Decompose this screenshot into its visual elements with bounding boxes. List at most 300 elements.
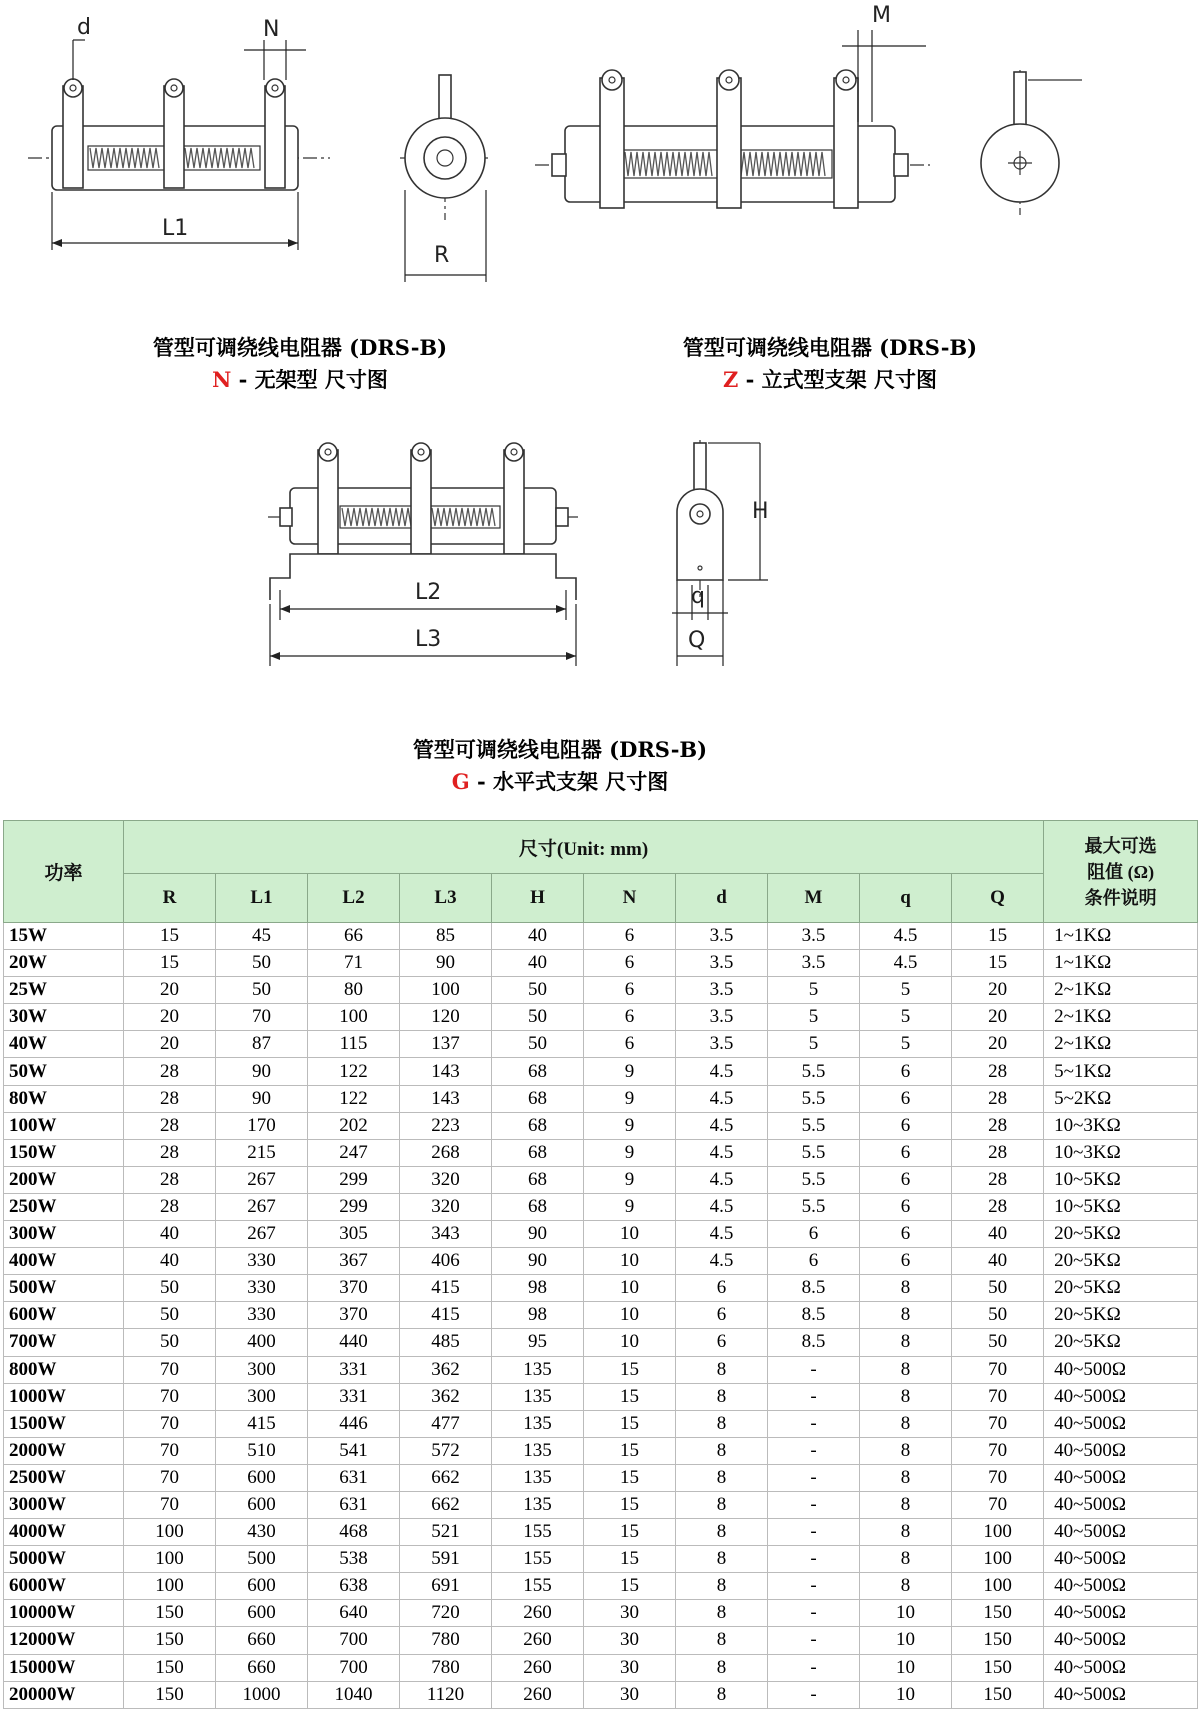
dimension-cell: 5	[768, 977, 860, 1004]
dimension-cell: 100	[952, 1573, 1044, 1600]
dimension-cell: 8	[676, 1681, 768, 1708]
table-row	[4, 1491, 1198, 1518]
dimension-cell: 8	[676, 1410, 768, 1437]
dimension-cell: 137	[400, 1031, 492, 1058]
dimension-cell: 50	[216, 950, 308, 977]
dimension-cell: 9	[584, 1139, 676, 1166]
power-cell: 700W	[4, 1329, 124, 1356]
column-header: q	[860, 874, 952, 923]
dimension-cell: 8	[676, 1519, 768, 1546]
dimension-cell: 8	[860, 1491, 952, 1518]
dimension-cell: 100	[308, 1004, 400, 1031]
dimension-cell: 638	[308, 1573, 400, 1600]
label-n: N	[263, 17, 280, 42]
dimension-cell: 6	[860, 1248, 952, 1275]
dimension-cell: 5.5	[768, 1193, 860, 1220]
dimension-cell: 4.5	[676, 1221, 768, 1248]
resistance-cell: 40~500Ω	[1044, 1491, 1198, 1518]
resistance-cell: 20~5KΩ	[1044, 1275, 1198, 1302]
table-row	[4, 1031, 1198, 1058]
power-cell: 1500W	[4, 1410, 124, 1437]
dimension-cell: 70	[952, 1464, 1044, 1491]
dimension-cell: 320	[400, 1193, 492, 1220]
table-row	[4, 1248, 1198, 1275]
resistance-cell: 40~500Ω	[1044, 1437, 1198, 1464]
power-cell: 20000W	[4, 1681, 124, 1708]
resistance-cell: 40~500Ω	[1044, 1681, 1198, 1708]
table-row	[4, 1627, 1198, 1654]
dimension-cell: 415	[400, 1302, 492, 1329]
dimension-cell: 70	[124, 1410, 216, 1437]
dimension-cell: 100	[952, 1546, 1044, 1573]
dimension-cell: 477	[400, 1410, 492, 1437]
dimension-drawings	[0, 0, 1200, 800]
dimension-cell: 150	[952, 1600, 1044, 1627]
dimension-cell: 267	[216, 1193, 308, 1220]
dimension-cell: 8	[860, 1302, 952, 1329]
dimension-cell: 120	[400, 1004, 492, 1031]
dimension-cell: 70	[124, 1356, 216, 1383]
dimension-cell: 8	[860, 1356, 952, 1383]
dimension-cell: 6	[584, 950, 676, 977]
column-header: R	[124, 874, 216, 923]
dimension-cell: 30	[584, 1681, 676, 1708]
dimension-cell: 50	[952, 1329, 1044, 1356]
dimension-cell: 720	[400, 1600, 492, 1627]
dimension-cell: 415	[216, 1410, 308, 1437]
resistance-cell: 10~3KΩ	[1044, 1112, 1198, 1139]
dimension-cell: 8	[676, 1491, 768, 1518]
dimension-cell: 6	[860, 1166, 952, 1193]
dimension-cell: 5	[860, 977, 952, 1004]
dimension-cell: 28	[124, 1112, 216, 1139]
dimension-cell: 9	[584, 1058, 676, 1085]
dimension-cell: 8.5	[768, 1302, 860, 1329]
dimension-cell: 430	[216, 1519, 308, 1546]
spec-table-header	[4, 821, 1198, 923]
dimension-cell: 6	[860, 1058, 952, 1085]
dimension-cell: 15	[124, 950, 216, 977]
dimension-cell: 155	[492, 1546, 584, 1573]
dimension-cell: 70	[952, 1356, 1044, 1383]
header-dimensions: 尺寸(Unit: mm)	[124, 821, 1044, 874]
dimension-cell: 510	[216, 1437, 308, 1464]
dimension-cell: 15	[584, 1464, 676, 1491]
table-row	[4, 1573, 1198, 1600]
power-cell: 200W	[4, 1166, 124, 1193]
dimension-cell: 28	[124, 1085, 216, 1112]
dimension-cell: 20	[124, 1031, 216, 1058]
dimension-cell: 247	[308, 1139, 400, 1166]
table-row	[4, 1058, 1198, 1085]
dimension-cell: 28	[952, 1058, 1044, 1085]
dimension-cell: 15	[584, 1491, 676, 1518]
dimension-cell: 5.5	[768, 1058, 860, 1085]
dimension-cell: 50	[124, 1329, 216, 1356]
dimension-cell: 267	[216, 1221, 308, 1248]
label-m: M	[872, 3, 891, 28]
power-cell: 25W	[4, 977, 124, 1004]
dimension-cell: 8	[676, 1600, 768, 1627]
column-header: L3	[400, 874, 492, 923]
dimension-cell: 8.5	[768, 1275, 860, 1302]
caption-n-code: N	[212, 367, 232, 392]
dimension-cell: 28	[124, 1193, 216, 1220]
dimension-cell: 8	[860, 1437, 952, 1464]
dimension-cell: 572	[400, 1437, 492, 1464]
label-d: d	[77, 15, 91, 40]
column-header: L2	[308, 874, 400, 923]
dimension-cell: 320	[400, 1166, 492, 1193]
table-row	[4, 1654, 1198, 1681]
resistance-cell: 20~5KΩ	[1044, 1329, 1198, 1356]
dimension-cell: 135	[492, 1383, 584, 1410]
dimension-cell: 8	[676, 1573, 768, 1600]
dimension-cell: 28	[952, 1112, 1044, 1139]
resistance-cell: 2~1KΩ	[1044, 977, 1198, 1004]
column-header: M	[768, 874, 860, 923]
dimension-cell: 28	[952, 1139, 1044, 1166]
power-cell: 800W	[4, 1356, 124, 1383]
power-cell: 6000W	[4, 1573, 124, 1600]
dimension-cell: 440	[308, 1329, 400, 1356]
resistance-cell: 20~5KΩ	[1044, 1302, 1198, 1329]
resistance-cell: 40~500Ω	[1044, 1356, 1198, 1383]
dimension-cell: 215	[216, 1139, 308, 1166]
dimension-cell: 5.5	[768, 1139, 860, 1166]
dimension-cell: 9	[584, 1193, 676, 1220]
dimension-cell: 299	[308, 1193, 400, 1220]
dimension-cell: 100	[124, 1546, 216, 1573]
power-cell: 30W	[4, 1004, 124, 1031]
dimension-cell: 122	[308, 1058, 400, 1085]
dimension-cell: 68	[492, 1112, 584, 1139]
power-cell: 15000W	[4, 1654, 124, 1681]
table-row	[4, 1112, 1198, 1139]
dimension-cell: 122	[308, 1085, 400, 1112]
dimension-cell: 8	[860, 1573, 952, 1600]
dimension-cell: 591	[400, 1546, 492, 1573]
dimension-cell: 8	[860, 1383, 952, 1410]
dimension-cell: 95	[492, 1329, 584, 1356]
dimension-cell: 20	[952, 1004, 1044, 1031]
dimension-cell: 70	[124, 1464, 216, 1491]
dimension-cell: -	[768, 1627, 860, 1654]
dimension-cell: 30	[584, 1600, 676, 1627]
dimension-cell: 6	[584, 1031, 676, 1058]
dimension-cell: 4.5	[676, 1139, 768, 1166]
dimension-cell: 150	[952, 1654, 1044, 1681]
dimension-cell: 68	[492, 1139, 584, 1166]
label-l1: L1	[162, 216, 189, 241]
dimension-cell: 68	[492, 1166, 584, 1193]
caption-g-title: 管型可调绕线电阻器 (DRS-B)	[412, 737, 708, 762]
label-l3: L3	[415, 627, 442, 652]
label-l2: L2	[415, 580, 442, 605]
dimension-cell: 415	[400, 1275, 492, 1302]
dimension-cell: 4.5	[676, 1166, 768, 1193]
caption-z-code: Z	[723, 367, 739, 392]
dimension-cell: 50	[216, 977, 308, 1004]
dimension-cell: 400	[216, 1329, 308, 1356]
column-header: d	[676, 874, 768, 923]
dimension-cell: 15	[584, 1573, 676, 1600]
dimension-cell: 8	[860, 1519, 952, 1546]
dimension-cell: 155	[492, 1573, 584, 1600]
dimension-cell: 8.5	[768, 1329, 860, 1356]
dimension-cell: 6	[860, 1085, 952, 1112]
resistance-cell: 10~5KΩ	[1044, 1166, 1198, 1193]
dimension-cell: 600	[216, 1464, 308, 1491]
resistance-cell: 20~5KΩ	[1044, 1221, 1198, 1248]
dimension-cell: 155	[492, 1519, 584, 1546]
dimension-cell: 343	[400, 1221, 492, 1248]
dimension-cell: 68	[492, 1193, 584, 1220]
dimension-cell: 299	[308, 1166, 400, 1193]
fig-n-end-view	[400, 75, 492, 282]
dimension-cell: 20	[952, 1031, 1044, 1058]
dimension-cell: -	[768, 1437, 860, 1464]
power-cell: 400W	[4, 1248, 124, 1275]
table-row	[4, 950, 1198, 977]
dimension-cell: 170	[216, 1112, 308, 1139]
dimension-cell: 541	[308, 1437, 400, 1464]
power-cell: 150W	[4, 1139, 124, 1166]
dimension-cell: 5.5	[768, 1112, 860, 1139]
dimension-cell: 330	[216, 1248, 308, 1275]
table-row	[4, 1600, 1198, 1627]
dimension-cell: 28	[952, 1085, 1044, 1112]
power-cell: 40W	[4, 1031, 124, 1058]
dimension-cell: 8	[676, 1464, 768, 1491]
power-cell: 50W	[4, 1058, 124, 1085]
dimension-cell: 662	[400, 1491, 492, 1518]
dimension-cell: 115	[308, 1031, 400, 1058]
dimension-cell: 362	[400, 1356, 492, 1383]
dimension-cell: 30	[584, 1654, 676, 1681]
caption-n	[60, 332, 540, 396]
dimension-cell: 15	[584, 1437, 676, 1464]
dimension-cell: -	[768, 1546, 860, 1573]
dimension-cell: 6	[676, 1302, 768, 1329]
caption-z	[590, 332, 1070, 396]
spec-table	[3, 820, 1198, 1709]
dimension-cell: 202	[308, 1112, 400, 1139]
dimension-cell: 5	[768, 1004, 860, 1031]
table-row	[4, 1383, 1198, 1410]
power-cell: 80W	[4, 1085, 124, 1112]
dimension-cell: 662	[400, 1464, 492, 1491]
dimension-cell: 135	[492, 1437, 584, 1464]
resistance-cell: 40~500Ω	[1044, 1546, 1198, 1573]
caption-g-code: G	[451, 769, 470, 794]
label-r: R	[434, 243, 450, 268]
power-cell: 5000W	[4, 1546, 124, 1573]
resistance-cell: 2~1KΩ	[1044, 1004, 1198, 1031]
resistance-cell: 40~500Ω	[1044, 1464, 1198, 1491]
table-row	[4, 1193, 1198, 1220]
label-h: H	[752, 499, 769, 524]
dimension-cell: 50	[952, 1275, 1044, 1302]
dimension-cell: 3.5	[676, 1031, 768, 1058]
dimension-cell: 6	[584, 1004, 676, 1031]
table-row	[4, 1681, 1198, 1708]
fig-n-side-view	[28, 15, 330, 250]
dimension-cell: 370	[308, 1275, 400, 1302]
dimension-cell: 20	[124, 1004, 216, 1031]
resistance-cell: 1~1KΩ	[1044, 950, 1198, 977]
caption-g-desc: - 水平式支架 尺寸图	[476, 769, 669, 794]
power-cell: 2000W	[4, 1437, 124, 1464]
dimension-cell: 268	[400, 1139, 492, 1166]
caption-z-title: 管型可调绕线电阻器 (DRS-B)	[682, 335, 978, 360]
dimension-cell: 98	[492, 1275, 584, 1302]
dimension-cell: 300	[216, 1356, 308, 1383]
dimension-cell: 331	[308, 1383, 400, 1410]
table-row	[4, 1410, 1198, 1437]
dimension-cell: 8	[676, 1627, 768, 1654]
resistance-cell: 5~1KΩ	[1044, 1058, 1198, 1085]
fig-g-end-view	[672, 440, 769, 666]
dimension-cell: 8	[860, 1464, 952, 1491]
dimension-cell: 6	[860, 1221, 952, 1248]
dimension-cell: 30	[584, 1627, 676, 1654]
dimension-cell: 660	[216, 1627, 308, 1654]
dimension-cell: 5.5	[768, 1085, 860, 1112]
table-row	[4, 1519, 1198, 1546]
dimension-cell: 4.5	[676, 1085, 768, 1112]
dimension-cell: 85	[400, 923, 492, 950]
dimension-cell: 135	[492, 1464, 584, 1491]
dimension-cell: 71	[308, 950, 400, 977]
column-header: H	[492, 874, 584, 923]
dimension-cell: -	[768, 1681, 860, 1708]
power-cell: 20W	[4, 950, 124, 977]
dimension-cell: 68	[492, 1085, 584, 1112]
dimension-cell: 15	[584, 1519, 676, 1546]
table-row	[4, 1166, 1198, 1193]
table-row	[4, 1275, 1198, 1302]
dimension-cell: 150	[124, 1600, 216, 1627]
power-cell: 2500W	[4, 1464, 124, 1491]
dimension-cell: -	[768, 1356, 860, 1383]
dimension-cell: 50	[124, 1302, 216, 1329]
dimension-cell: 15	[584, 1356, 676, 1383]
dimension-cell: 80	[308, 977, 400, 1004]
dimension-cell: 780	[400, 1654, 492, 1681]
power-cell: 1000W	[4, 1383, 124, 1410]
dimension-cell: 1040	[308, 1681, 400, 1708]
table-row	[4, 1221, 1198, 1248]
resistance-cell: 1~1KΩ	[1044, 923, 1198, 950]
dimension-cell: 6	[584, 977, 676, 1004]
power-cell: 250W	[4, 1193, 124, 1220]
resistance-cell: 20~5KΩ	[1044, 1248, 1198, 1275]
dimension-cell: -	[768, 1573, 860, 1600]
dimension-cell: 305	[308, 1221, 400, 1248]
dimension-cell: 780	[400, 1627, 492, 1654]
dimension-cell: 3.5	[676, 1004, 768, 1031]
dimension-cell: 28	[124, 1139, 216, 1166]
table-row	[4, 1546, 1198, 1573]
dimension-cell: 20	[952, 977, 1044, 1004]
dimension-cell: 4.5	[676, 1193, 768, 1220]
dimension-cell: 485	[400, 1329, 492, 1356]
header-resistance-note: 最大可选 阻值 (Ω) 条件说明	[1044, 821, 1198, 923]
dimension-cell: 100	[124, 1519, 216, 1546]
table-row	[4, 1004, 1198, 1031]
dimension-cell: 6	[676, 1275, 768, 1302]
dimension-cell: 6	[584, 923, 676, 950]
dimension-cell: 87	[216, 1031, 308, 1058]
dimension-cell: 5	[768, 1031, 860, 1058]
power-cell: 100W	[4, 1112, 124, 1139]
dimension-cell: 3.5	[676, 977, 768, 1004]
dimension-cell: -	[768, 1383, 860, 1410]
dimension-cell: 20	[124, 977, 216, 1004]
resistance-cell: 5~2KΩ	[1044, 1085, 1198, 1112]
resistance-cell: 40~500Ω	[1044, 1654, 1198, 1681]
dimension-cell: 28	[124, 1058, 216, 1085]
resistance-cell: 40~500Ω	[1044, 1573, 1198, 1600]
dimension-cell: 143	[400, 1085, 492, 1112]
dimension-cell: 500	[216, 1546, 308, 1573]
dimension-cell: 10	[584, 1329, 676, 1356]
dimension-cell: 8	[860, 1410, 952, 1437]
dimension-cell: 330	[216, 1302, 308, 1329]
dimension-cell: 150	[952, 1627, 1044, 1654]
dimension-cell: 362	[400, 1383, 492, 1410]
dimension-cell: 135	[492, 1491, 584, 1518]
dimension-cell: 4.5	[676, 1058, 768, 1085]
resistance-cell: 10~5KΩ	[1044, 1193, 1198, 1220]
dimension-cell: 8	[676, 1383, 768, 1410]
dimension-cell: 600	[216, 1491, 308, 1518]
dimension-cell: 15	[124, 923, 216, 950]
caption-z-desc: - 立式型支架 尺寸图	[745, 367, 937, 392]
dimension-cell: 6	[676, 1329, 768, 1356]
dimension-cell: 10	[860, 1600, 952, 1627]
dimension-cell: 1120	[400, 1681, 492, 1708]
dimension-cell: 70	[124, 1437, 216, 1464]
dimension-cell: 8	[676, 1356, 768, 1383]
spec-table-body	[4, 923, 1198, 1709]
resistance-cell: 40~500Ω	[1044, 1383, 1198, 1410]
dimension-cell: 143	[400, 1058, 492, 1085]
dimension-cell: 135	[492, 1410, 584, 1437]
dimension-cell: 9	[584, 1166, 676, 1193]
table-row	[4, 1302, 1198, 1329]
dimension-cell: 40	[124, 1248, 216, 1275]
dimension-cell: -	[768, 1464, 860, 1491]
dimension-cell: 8	[676, 1546, 768, 1573]
dimension-cell: 150	[124, 1681, 216, 1708]
table-row	[4, 977, 1198, 1004]
power-cell: 15W	[4, 923, 124, 950]
fig-g-side-view	[268, 443, 578, 666]
dimension-cell: 4.5	[676, 1248, 768, 1275]
dimension-cell: 4.5	[676, 1112, 768, 1139]
table-row	[4, 1437, 1198, 1464]
dimension-cell: 6	[768, 1221, 860, 1248]
power-cell: 500W	[4, 1275, 124, 1302]
dimension-cell: 3.5	[768, 923, 860, 950]
dimension-cell: 40	[492, 923, 584, 950]
dimension-cell: 90	[492, 1248, 584, 1275]
dimension-cell: 9	[584, 1085, 676, 1112]
dimension-cell: 6	[860, 1139, 952, 1166]
dimension-cell: 28	[952, 1193, 1044, 1220]
